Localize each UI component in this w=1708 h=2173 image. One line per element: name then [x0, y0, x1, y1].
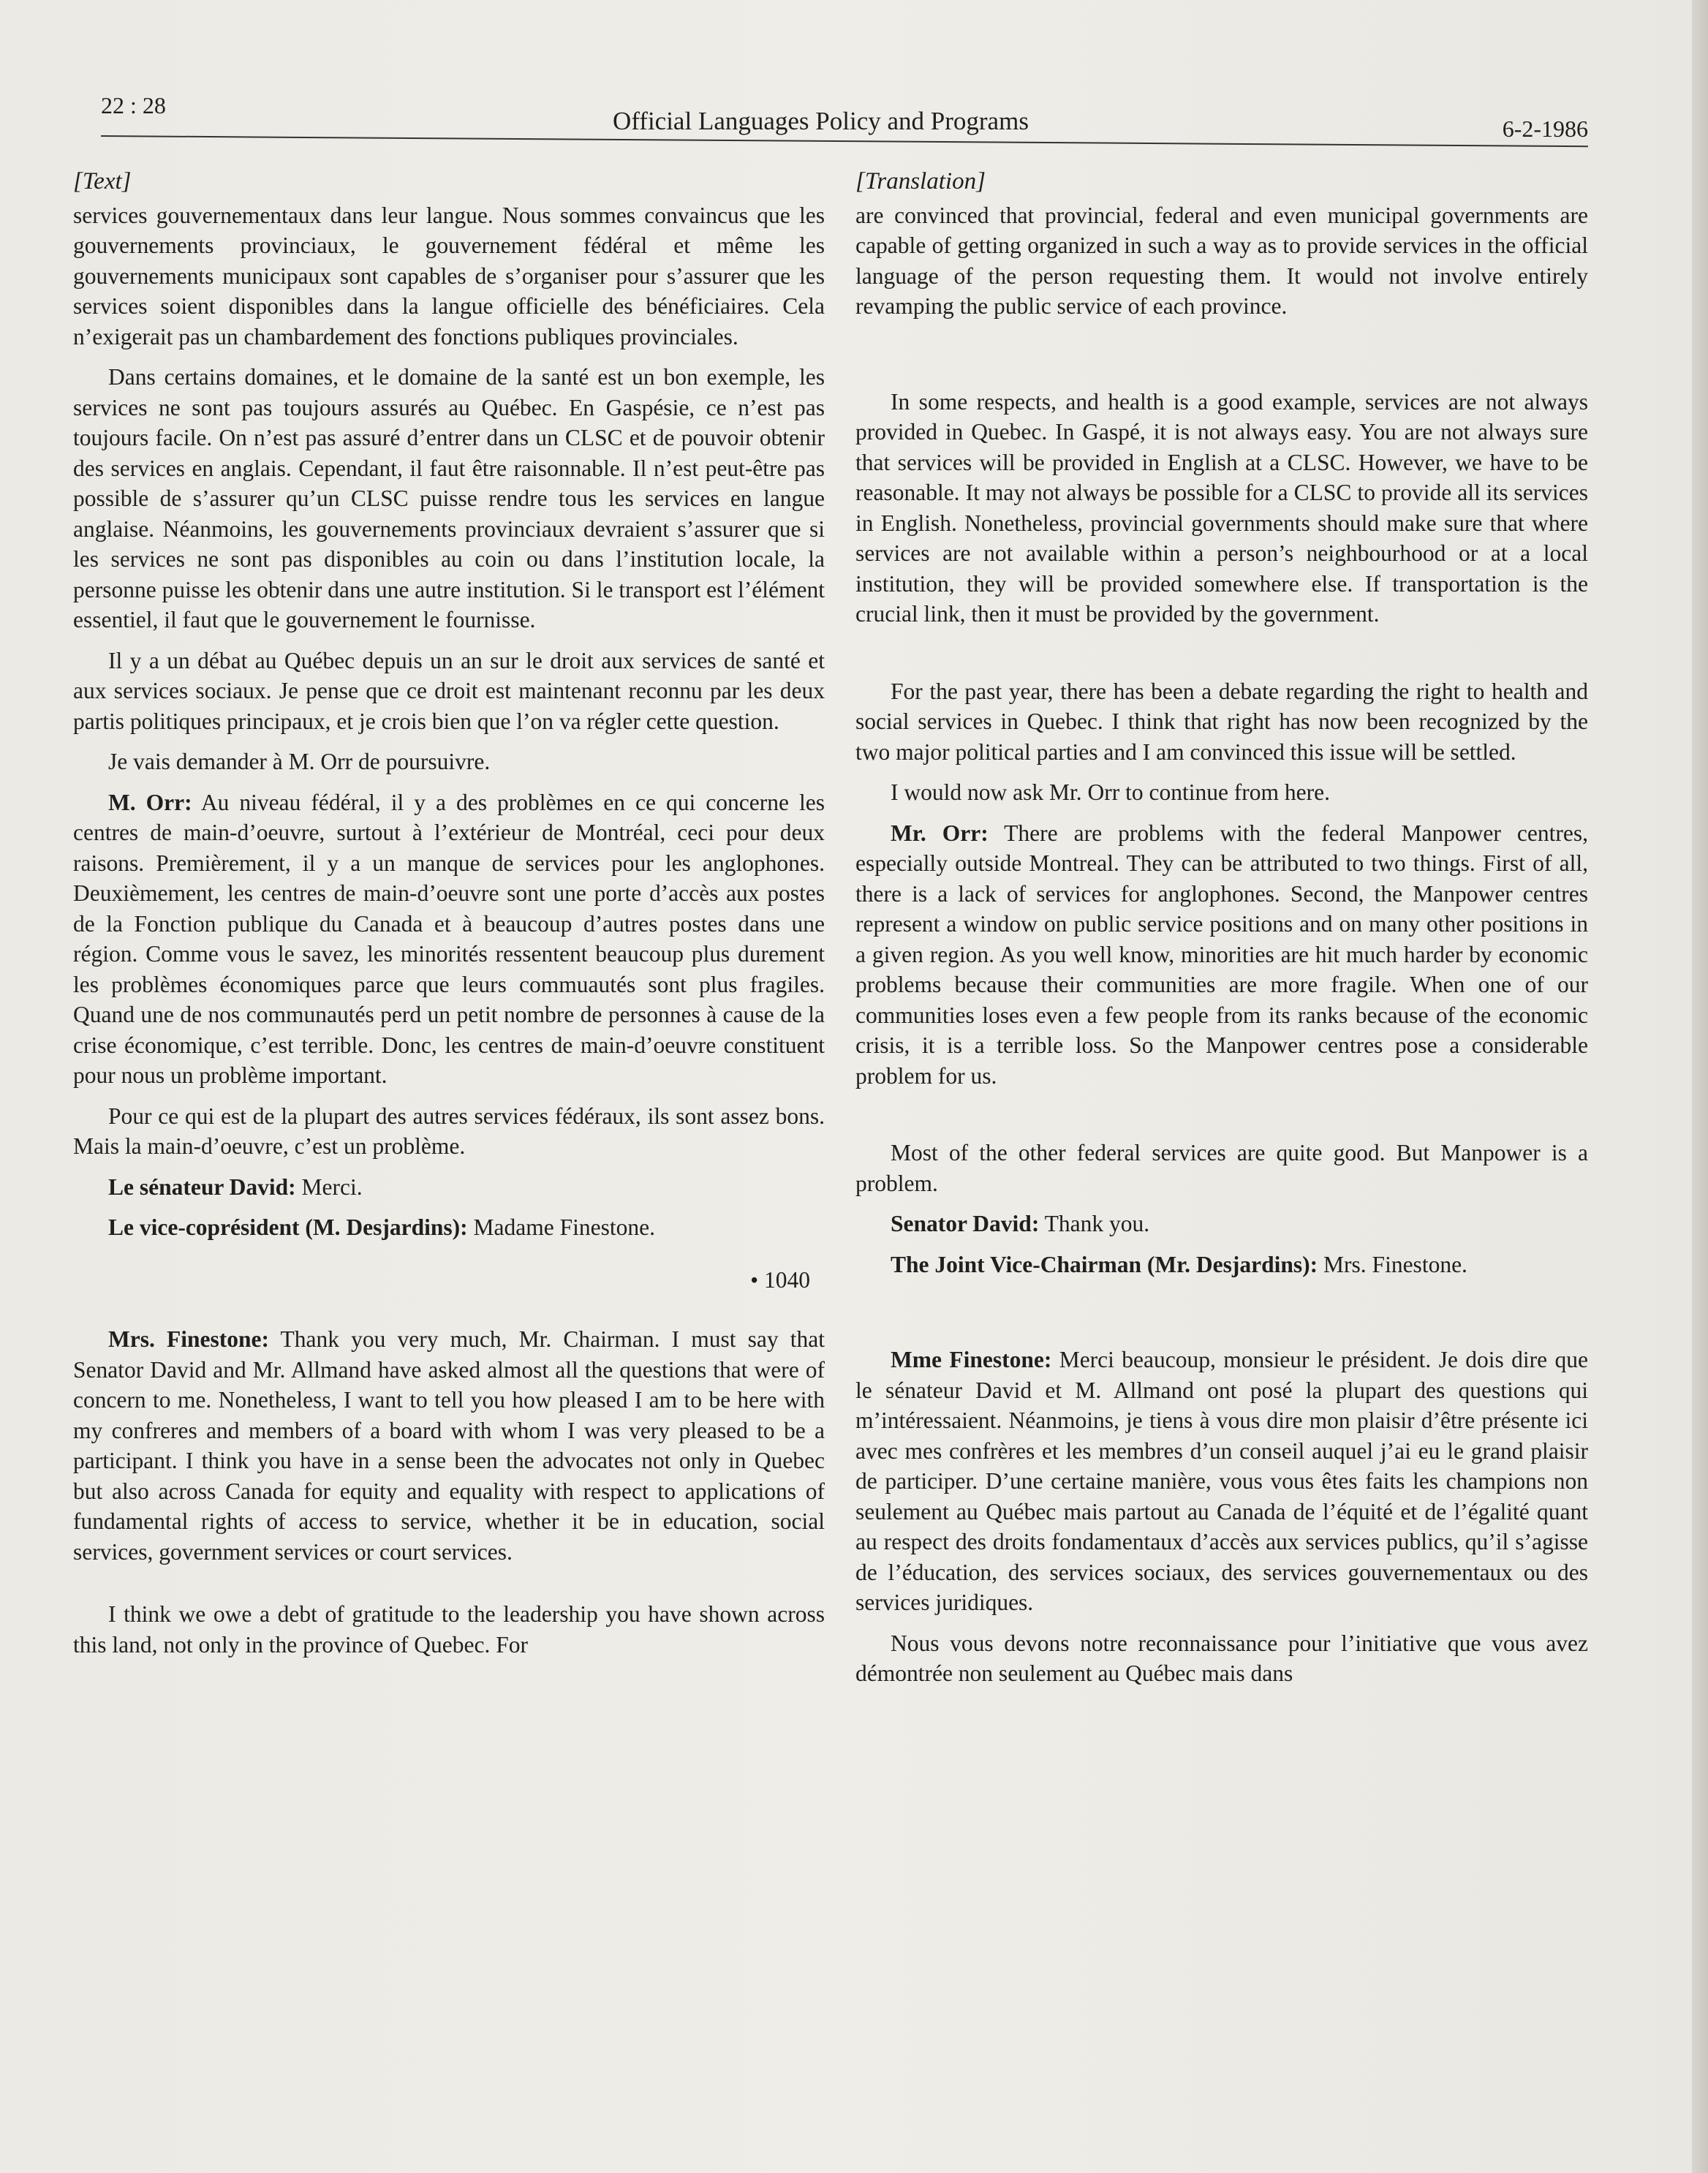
speaker-name: M. Orr: — [108, 789, 192, 815]
speaker-name: Mrs. Finestone: — [108, 1326, 269, 1352]
page-header — [101, 86, 1588, 152]
left-column — [73, 167, 825, 1670]
speech-text: Merci beaucoup, monsieur le président. Je dois dire que le sénateur David et M. Allmand ont posé la plupart des questions qui m’intéressaient. Néanmoins, je tiens à vous dire mon plaisir d’être présente ici avec mes confrères et les membres d’un conseil auquel j’ai eu le grand plaisir de participer. D’une certaine manière, vous vous êtes faits les champions non seulement au Québec mais partout au Canada de l’équité et de l’égalité quant au respect des droits fondamentaux d’accès aux services publics, qu’il s’agisse de l’éducation, des services sociaux, des services gouvernementaux ou des services juridiques. — [855, 1347, 1588, 1615]
translation-marker: [Translation] — [855, 168, 986, 194]
right-column — [855, 167, 1588, 1699]
text-marker: [Text] — [73, 168, 132, 194]
paragraph: Pour ce qui est de la plupart des autres services fédéraux, ils sont assez bons. Mais la main-d’oeuvre, c’est un problème. — [73, 1103, 825, 1159]
speech-text: Madame Finestone. — [467, 1214, 655, 1240]
paragraph: Il y a un débat au Québec depuis un an sur le droit aux services de santé et aux services sociaux. Je pense que ce droit est maintenant reconnu par les deux partis politiques principaux, et je crois bien que l’on va régler cette question. — [73, 647, 825, 734]
paragraph: I would now ask Mr. Orr to continue from here. — [891, 779, 1330, 805]
paragraph: Dans certains domaines, et le domaine de la santé est un bon exemple, les services ne sont pas toujours assurés au Québec. En Gaspésie, ce n’est pas toujours facile. On n’est pas assuré d’entrer dans un CLSC et de pouvoir obtenir des services en anglais. Cependant, il faut être raisonnable. Il n’est peut-être pas possible de s’assurer qu’un CLSC puisse rendre tous les services en langue anglaise. Néanmoins, les gouvernements provinciaux devraient s’assurer que si les services ne sont pas disponibles au coin ou dans l’institution locale, la personne puisse les obtenir dans une autre institution. Si le transport est l’élément essentiel, il faut que le gouvernement le fournisse. — [73, 364, 825, 632]
speaker-name: Le sénateur David: — [108, 1174, 296, 1200]
time-stamp: • 1040 — [750, 1266, 810, 1293]
speech-text: Mrs. Finestone. — [1318, 1251, 1467, 1277]
speech-text: Au niveau fédéral, il y a des problèmes en ce qui concerne les centres de main-d’oeuvre, surtout à l’extérieur de Montréal, ceci pour deux raisons. Premièrement, il y a un manque de services pour les anglophones. Deuxièmement, les centres de main-d’oeuvre sont une porte d’accès aux postes de la Fonction publique du Canada et à beaucoup d’autres postes dans une région. Comme vous le savez, les minorités ressentent beaucoup plus durement les problèmes économiques parce que leurs commuautés sont plus fragiles. Quand une de nos communautés perd un petit nombre de personnes à cause de la crise économique, c’est terrible. Donc, les centres de main-d’oeuvre constituent pour nous un problème important. — [73, 789, 825, 1088]
speaker-name: Le vice-coprésident (M. Desjardins): — [108, 1214, 468, 1240]
speaker-paragraph — [855, 1345, 1588, 1618]
page-number: 22 : 28 — [101, 92, 166, 118]
speaker-paragraph — [855, 1250, 1588, 1280]
page-date: 6-2-1986 — [1502, 116, 1588, 142]
paragraph: I think we owe a debt of gratitude to the leadership you have shown across this land, not only in the province of Quebec. For — [73, 1601, 825, 1658]
paragraph: For the past year, there has been a debate regarding the right to health and social services in Quebec. I think that right has now been recognized by the two major political parties and I am convinced this issue will be settled. — [855, 678, 1588, 765]
paragraph: Nous vous devons notre reconnaissance pour l’initiative que vous avez démontrée non seulement au Québec mais dans — [855, 1630, 1588, 1686]
speaker-paragraph — [73, 1324, 825, 1567]
page-edge — [1692, 0, 1708, 2173]
speech-text: Merci. — [295, 1174, 363, 1200]
speaker-name: Senator David: — [891, 1211, 1040, 1236]
speaker-paragraph — [73, 787, 825, 1091]
running-title: Official Languages Policy and Programs — [613, 107, 1029, 135]
speaker-paragraph — [73, 1212, 825, 1243]
speech-text: There are problems with the federal Manpower centres, especially outside Montreal. They can be attributed to two things. First of all, there is a lack of services for anglophones. Second, the Manpower centres represent a window on public service positions and on many other positions in a given region. As you well know, minorities are hit much harder by economic problems because their communities are more fragile. When one of our communities loses even a few people from its ranks because of the economic crisis, it is a terrible loss. So the Manpower centres pose a considerable problem for us. — [855, 820, 1589, 1089]
paragraph: Most of the other federal services are quite good. But Manpower is a problem. — [855, 1140, 1588, 1196]
speech-text: Thank you. — [1039, 1211, 1150, 1236]
speaker-name: The Joint Vice-Chairman (Mr. Desjardins): — [891, 1251, 1318, 1277]
speaker-name: Mr. Orr: — [891, 820, 989, 846]
paragraph: are convinced that provincial, federal and even municipal governments are capable of getting organized in such a way as to provide services in the official language of the person requesting them. It would not involve entirely revamping the public service of each province. — [855, 202, 1588, 319]
paragraph: Je vais demander à M. Orr de poursuivre. — [108, 749, 491, 774]
speaker-name: Mme Finestone: — [891, 1347, 1052, 1372]
speech-text: Thank you very much, Mr. Chairman. I must say that Senator David and Mr. Allmand have asked almost all the questions that were of concern to me. Nonetheless, I want to tell you how pleased I am to be here with my confreres and members of a board with whom I was very pleased to be a participant. I think you have in a sense been the advocates not only in Quebec but also across Canada for equity and equality with respect to applications of fundamental rights of access to service, whether it be in education, social services, government services or court services. — [73, 1326, 825, 1565]
paragraph: services gouvernementaux dans leur langue. Nous sommes convaincus que les gouvernements provinciaux, le gouvernement fédéral et même les gouvernements municipaux sont capables de s’organiser pour s’assurer que les services soient disponibles dans la langue officielle des bénéficiaires. Cela n’exigerait pas un chambardement des fonctions publiques provinciales. — [73, 202, 825, 349]
speaker-paragraph — [73, 1172, 825, 1203]
paragraph: In some respects, and health is a good example, services are not always provided in Quebec. In Gaspé, it is not always easy. You are not always sure that services will be provided in English at a CLSC. However, we have to be reasonable. It may not always be possible for a CLSC to provide all its services in English. Nonetheless, provincial governments should make sure that where services are not available within a person’s neighbourhood or at a local institution, they will be provided somewhere else. If transportation is the crucial link, then it must be provided by the government. — [855, 388, 1588, 627]
speaker-paragraph — [855, 1209, 1588, 1239]
speaker-paragraph — [855, 818, 1588, 1092]
